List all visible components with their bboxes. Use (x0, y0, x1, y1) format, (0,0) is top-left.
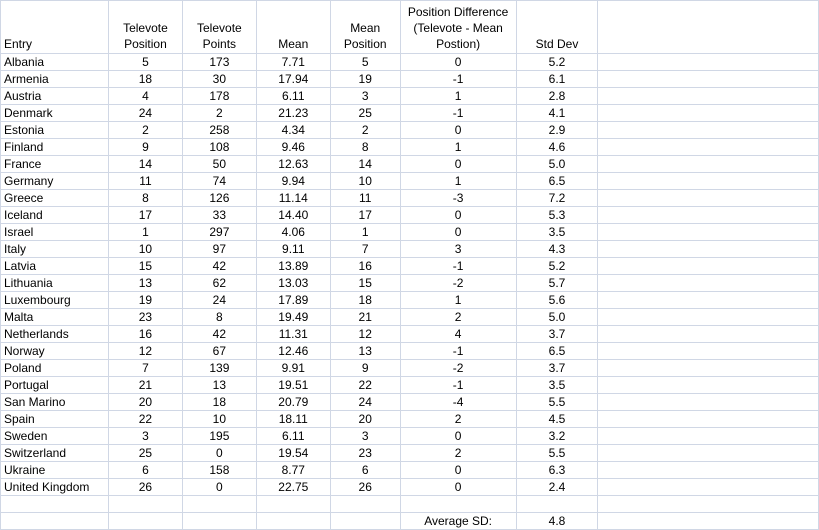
empty-cell[interactable] (598, 394, 819, 411)
table-row (1, 241, 819, 258)
cell-televote-points[interactable]: 13 (182, 377, 256, 394)
cell-mean[interactable]: 17.94 (256, 71, 330, 88)
cell-televote-points[interactable]: 74 (182, 173, 256, 190)
table-row (1, 360, 819, 377)
cell-entry[interactable]: Italy (1, 241, 109, 258)
empty-cell[interactable] (598, 428, 819, 445)
cell-mean[interactable]: 6.11 (256, 428, 330, 445)
empty-cell[interactable] (598, 71, 819, 88)
cell-televote-points[interactable]: 67 (182, 343, 256, 360)
table-row (1, 173, 819, 190)
cell-televote-points[interactable]: 24 (182, 292, 256, 309)
cell-mean[interactable]: 12.63 (256, 156, 330, 173)
cell-std-dev[interactable]: 7.2 (516, 190, 598, 207)
cell-mean[interactable]: 13.89 (256, 258, 330, 275)
table-row (1, 479, 819, 496)
cell-mean-position[interactable]: 3 (330, 88, 400, 105)
cell-televote-position[interactable]: 14 (108, 156, 182, 173)
cell-mean-position[interactable]: 2 (330, 122, 400, 139)
cell-televote-position[interactable]: 1 (108, 224, 182, 241)
cell-entry[interactable]: Spain (1, 411, 109, 428)
cell-mean[interactable]: 11.31 (256, 326, 330, 343)
empty-cell[interactable] (598, 88, 819, 105)
cell-mean[interactable]: 12.46 (256, 343, 330, 360)
cell-mean-position[interactable]: 20 (330, 411, 400, 428)
table-row (1, 343, 819, 360)
empty-cell[interactable] (182, 513, 256, 530)
empty-cell[interactable] (598, 139, 819, 156)
cell-televote-position[interactable]: 17 (108, 207, 182, 224)
cell-mean[interactable]: 7.71 (256, 54, 330, 71)
cell-std-dev[interactable]: 5.5 (516, 394, 598, 411)
cell-entry[interactable]: Latvia (1, 258, 109, 275)
cell-entry[interactable]: Norway (1, 343, 109, 360)
cell-televote-position[interactable]: 19 (108, 292, 182, 309)
empty-cell[interactable] (598, 156, 819, 173)
cell-mean[interactable]: 4.06 (256, 224, 330, 241)
header-std-dev[interactable]: Std Dev (516, 1, 598, 54)
cell-televote-position[interactable]: 15 (108, 258, 182, 275)
cell-entry[interactable]: Greece (1, 190, 109, 207)
cell-std-dev[interactable]: 5.5 (516, 445, 598, 462)
cell-mean[interactable]: 18.11 (256, 411, 330, 428)
cell-mean-position[interactable]: 18 (330, 292, 400, 309)
cell-mean-position[interactable]: 7 (330, 241, 400, 258)
table-row (1, 207, 819, 224)
empty-cell[interactable] (1, 496, 109, 513)
table-row (1, 190, 819, 207)
cell-mean[interactable]: 19.54 (256, 445, 330, 462)
cell-entry[interactable]: Austria (1, 88, 109, 105)
cell-position-difference[interactable]: 4 (400, 326, 516, 343)
cell-televote-position[interactable]: 13 (108, 275, 182, 292)
cell-televote-position[interactable]: 20 (108, 394, 182, 411)
cell-televote-position[interactable]: 25 (108, 445, 182, 462)
empty-cell[interactable] (330, 513, 400, 530)
cell-entry[interactable]: Israel (1, 224, 109, 241)
cell-mean-position[interactable]: 17 (330, 207, 400, 224)
cell-mean-position[interactable]: 22 (330, 377, 400, 394)
empty-cell[interactable] (598, 513, 819, 530)
cell-televote-points[interactable]: 139 (182, 360, 256, 377)
cell-televote-points[interactable]: 18 (182, 394, 256, 411)
cell-televote-position[interactable]: 22 (108, 411, 182, 428)
cell-televote-points[interactable]: 8 (182, 309, 256, 326)
cell-televote-position[interactable]: 5 (108, 54, 182, 71)
cell-mean-position[interactable]: 16 (330, 258, 400, 275)
cell-entry[interactable]: Iceland (1, 207, 109, 224)
cell-entry[interactable]: Armenia (1, 71, 109, 88)
cell-std-dev[interactable]: 2.4 (516, 479, 598, 496)
cell-mean-position[interactable]: 12 (330, 326, 400, 343)
cell-entry[interactable]: United Kingdom (1, 479, 109, 496)
table-row (1, 445, 819, 462)
cell-mean-position[interactable]: 10 (330, 173, 400, 190)
cell-televote-points[interactable]: 178 (182, 88, 256, 105)
cell-position-difference[interactable]: 3 (400, 241, 516, 258)
empty-cell[interactable] (108, 496, 182, 513)
cell-televote-position[interactable]: 2 (108, 122, 182, 139)
cell-std-dev[interactable]: 6.5 (516, 173, 598, 190)
header-position-difference[interactable]: Position Difference (Televote - Mean Postion) (400, 1, 516, 54)
empty-cell[interactable] (516, 496, 598, 513)
cell-televote-points[interactable]: 42 (182, 326, 256, 343)
table-row (1, 71, 819, 88)
table-row (1, 122, 819, 139)
empty-cell[interactable] (598, 462, 819, 479)
cell-position-difference[interactable]: -4 (400, 394, 516, 411)
cell-position-difference[interactable]: -1 (400, 343, 516, 360)
table-row (1, 292, 819, 309)
empty-cell[interactable] (598, 411, 819, 428)
empty-cell[interactable] (598, 224, 819, 241)
cell-mean[interactable]: 9.11 (256, 241, 330, 258)
cell-televote-points[interactable]: 97 (182, 241, 256, 258)
cell-std-dev[interactable]: 3.7 (516, 360, 598, 377)
cell-position-difference[interactable]: 1 (400, 139, 516, 156)
cell-position-difference[interactable]: 2 (400, 411, 516, 428)
empty-cell[interactable] (182, 496, 256, 513)
cell-std-dev[interactable]: 5.7 (516, 275, 598, 292)
cell-entry[interactable]: San Marino (1, 394, 109, 411)
cell-mean[interactable]: 20.79 (256, 394, 330, 411)
cell-mean[interactable]: 9.46 (256, 139, 330, 156)
cell-televote-position[interactable]: 10 (108, 241, 182, 258)
empty-cell[interactable] (256, 496, 330, 513)
empty-cell[interactable] (598, 326, 819, 343)
cell-entry[interactable]: Malta (1, 309, 109, 326)
cell-televote-points[interactable]: 10 (182, 411, 256, 428)
cell-entry[interactable]: Netherlands (1, 326, 109, 343)
cell-televote-position[interactable]: 21 (108, 377, 182, 394)
cell-mean[interactable]: 6.11 (256, 88, 330, 105)
empty-cell[interactable] (598, 479, 819, 496)
empty-cell[interactable] (1, 513, 109, 530)
cell-entry[interactable]: France (1, 156, 109, 173)
average-sd-label[interactable]: Average SD: (400, 513, 516, 530)
cell-std-dev[interactable]: 5.0 (516, 156, 598, 173)
cell-position-difference[interactable]: 0 (400, 156, 516, 173)
cell-std-dev[interactable]: 6.3 (516, 462, 598, 479)
cell-entry[interactable]: Poland (1, 360, 109, 377)
empty-cell[interactable] (598, 207, 819, 224)
cell-position-difference[interactable]: -1 (400, 258, 516, 275)
empty-cell[interactable] (598, 496, 819, 513)
cell-entry[interactable]: Finland (1, 139, 109, 156)
table-row (1, 411, 819, 428)
table-row (1, 139, 819, 156)
cell-mean[interactable]: 22.75 (256, 479, 330, 496)
cell-entry[interactable]: Lithuania (1, 275, 109, 292)
cell-position-difference[interactable]: 2 (400, 445, 516, 462)
cell-std-dev[interactable]: 6.5 (516, 343, 598, 360)
cell-televote-position[interactable]: 9 (108, 139, 182, 156)
empty-cell[interactable] (256, 513, 330, 530)
cell-mean-position[interactable]: 26 (330, 479, 400, 496)
cell-mean[interactable]: 19.51 (256, 377, 330, 394)
cell-mean[interactable]: 13.03 (256, 275, 330, 292)
empty-cell[interactable] (598, 292, 819, 309)
cell-mean-position[interactable]: 21 (330, 309, 400, 326)
table-row (1, 54, 819, 71)
cell-mean[interactable]: 9.94 (256, 173, 330, 190)
empty-cell[interactable] (108, 513, 182, 530)
cell-televote-position[interactable]: 8 (108, 190, 182, 207)
cell-position-difference[interactable]: -1 (400, 105, 516, 122)
cell-position-difference[interactable]: 1 (400, 292, 516, 309)
empty-cell[interactable] (598, 275, 819, 292)
cell-televote-position[interactable]: 23 (108, 309, 182, 326)
table-row (1, 156, 819, 173)
empty-cell[interactable] (598, 377, 819, 394)
cell-mean-position[interactable]: 25 (330, 105, 400, 122)
cell-mean-position[interactable]: 13 (330, 343, 400, 360)
table-row (1, 224, 819, 241)
header-mean[interactable]: Mean (256, 1, 330, 54)
cell-std-dev[interactable]: 4.3 (516, 241, 598, 258)
cell-std-dev[interactable]: 3.5 (516, 377, 598, 394)
cell-televote-position[interactable]: 6 (108, 462, 182, 479)
cell-televote-position[interactable]: 11 (108, 173, 182, 190)
cell-position-difference[interactable]: 0 (400, 462, 516, 479)
cell-televote-position[interactable]: 24 (108, 105, 182, 122)
cell-std-dev[interactable]: 5.6 (516, 292, 598, 309)
cell-std-dev[interactable]: 6.1 (516, 71, 598, 88)
cell-entry[interactable]: Denmark (1, 105, 109, 122)
cell-position-difference[interactable]: 0 (400, 224, 516, 241)
cell-std-dev[interactable]: 4.1 (516, 105, 598, 122)
cell-position-difference[interactable]: 0 (400, 54, 516, 71)
cell-mean[interactable]: 9.91 (256, 360, 330, 377)
cell-mean-position[interactable]: 14 (330, 156, 400, 173)
cell-entry[interactable]: Estonia (1, 122, 109, 139)
empty-cell[interactable] (598, 343, 819, 360)
cell-std-dev[interactable]: 5.2 (516, 54, 598, 71)
cell-position-difference[interactable]: 0 (400, 122, 516, 139)
cell-televote-position[interactable]: 16 (108, 326, 182, 343)
cell-entry[interactable]: Ukraine (1, 462, 109, 479)
cell-televote-position[interactable]: 7 (108, 360, 182, 377)
cell-televote-points[interactable]: 297 (182, 224, 256, 241)
cell-std-dev[interactable]: 3.7 (516, 326, 598, 343)
table-row (1, 377, 819, 394)
cell-televote-points[interactable]: 62 (182, 275, 256, 292)
blank-row (1, 496, 819, 513)
cell-televote-points[interactable]: 158 (182, 462, 256, 479)
empty-cell[interactable] (598, 105, 819, 122)
average-sd-value[interactable]: 4.8 (516, 513, 598, 530)
cell-televote-position[interactable]: 18 (108, 71, 182, 88)
empty-cell[interactable] (598, 54, 819, 71)
cell-std-dev[interactable]: 4.5 (516, 411, 598, 428)
table-row (1, 258, 819, 275)
empty-cell[interactable] (598, 360, 819, 377)
cell-televote-points[interactable]: 126 (182, 190, 256, 207)
cell-televote-points[interactable]: 50 (182, 156, 256, 173)
summary-row (1, 513, 819, 530)
cell-mean[interactable]: 11.14 (256, 190, 330, 207)
cell-mean-position[interactable]: 11 (330, 190, 400, 207)
cell-mean[interactable]: 17.89 (256, 292, 330, 309)
table-row (1, 275, 819, 292)
table-row (1, 462, 819, 479)
header-televote-position[interactable]: Televote Position (108, 1, 182, 54)
cell-position-difference[interactable]: -1 (400, 71, 516, 88)
table-row (1, 428, 819, 445)
cell-position-difference[interactable]: -3 (400, 190, 516, 207)
cell-position-difference[interactable]: 0 (400, 207, 516, 224)
cell-televote-points[interactable]: 258 (182, 122, 256, 139)
empty-cell[interactable] (598, 309, 819, 326)
cell-std-dev[interactable]: 4.6 (516, 139, 598, 156)
table-row (1, 394, 819, 411)
cell-std-dev[interactable]: 2.9 (516, 122, 598, 139)
cell-mean-position[interactable]: 23 (330, 445, 400, 462)
cell-entry[interactable]: Luxembourg (1, 292, 109, 309)
cell-entry[interactable]: Portugal (1, 377, 109, 394)
cell-televote-position[interactable]: 3 (108, 428, 182, 445)
cell-televote-points[interactable]: 2 (182, 105, 256, 122)
cell-mean-position[interactable]: 3 (330, 428, 400, 445)
cell-televote-points[interactable]: 108 (182, 139, 256, 156)
table-row (1, 326, 819, 343)
empty-cell[interactable] (598, 122, 819, 139)
empty-cell[interactable] (598, 173, 819, 190)
cell-std-dev[interactable]: 5.2 (516, 258, 598, 275)
table-row (1, 309, 819, 326)
empty-cell[interactable] (598, 1, 819, 54)
cell-position-difference[interactable]: -2 (400, 275, 516, 292)
header-televote-points[interactable]: Televote Points (182, 1, 256, 54)
cell-mean-position[interactable]: 5 (330, 54, 400, 71)
cell-televote-points[interactable]: 173 (182, 54, 256, 71)
cell-std-dev[interactable]: 3.2 (516, 428, 598, 445)
empty-cell[interactable] (400, 496, 516, 513)
header-entry[interactable]: Entry (1, 1, 109, 54)
cell-position-difference[interactable]: -1 (400, 377, 516, 394)
cell-mean-position[interactable]: 9 (330, 360, 400, 377)
empty-cell[interactable] (598, 258, 819, 275)
cell-mean-position[interactable]: 19 (330, 71, 400, 88)
cell-mean-position[interactable]: 6 (330, 462, 400, 479)
cell-position-difference[interactable]: 1 (400, 88, 516, 105)
cell-mean[interactable]: 21.23 (256, 105, 330, 122)
cell-televote-position[interactable]: 12 (108, 343, 182, 360)
cell-entry[interactable]: Sweden (1, 428, 109, 445)
cell-televote-points[interactable]: 0 (182, 479, 256, 496)
header-row (1, 1, 819, 54)
table-row (1, 88, 819, 105)
cell-entry[interactable]: Switzerland (1, 445, 109, 462)
empty-cell[interactable] (598, 445, 819, 462)
cell-std-dev[interactable]: 3.5 (516, 224, 598, 241)
cell-std-dev[interactable]: 5.3 (516, 207, 598, 224)
cell-mean-position[interactable]: 15 (330, 275, 400, 292)
cell-entry[interactable]: Germany (1, 173, 109, 190)
cell-televote-points[interactable]: 33 (182, 207, 256, 224)
cell-mean[interactable]: 8.77 (256, 462, 330, 479)
cell-std-dev[interactable]: 2.8 (516, 88, 598, 105)
cell-std-dev[interactable]: 5.0 (516, 309, 598, 326)
cell-mean-position[interactable]: 1 (330, 224, 400, 241)
cell-position-difference[interactable]: 0 (400, 428, 516, 445)
cell-mean-position[interactable]: 24 (330, 394, 400, 411)
cell-televote-points[interactable]: 30 (182, 71, 256, 88)
cell-mean[interactable]: 14.40 (256, 207, 330, 224)
cell-position-difference[interactable]: 1 (400, 173, 516, 190)
cell-televote-position[interactable]: 4 (108, 88, 182, 105)
empty-cell[interactable] (598, 190, 819, 207)
empty-cell[interactable] (330, 496, 400, 513)
cell-position-difference[interactable]: 0 (400, 479, 516, 496)
cell-televote-position[interactable]: 26 (108, 479, 182, 496)
empty-cell[interactable] (598, 241, 819, 258)
cell-televote-points[interactable]: 0 (182, 445, 256, 462)
cell-position-difference[interactable]: -2 (400, 360, 516, 377)
table-row (1, 105, 819, 122)
cell-mean[interactable]: 19.49 (256, 309, 330, 326)
header-mean-position[interactable]: Mean Position (330, 1, 400, 54)
cell-televote-points[interactable]: 42 (182, 258, 256, 275)
cell-mean[interactable]: 4.34 (256, 122, 330, 139)
cell-entry[interactable]: Albania (1, 54, 109, 71)
cell-televote-points[interactable]: 195 (182, 428, 256, 445)
cell-position-difference[interactable]: 2 (400, 309, 516, 326)
cell-mean-position[interactable]: 8 (330, 139, 400, 156)
